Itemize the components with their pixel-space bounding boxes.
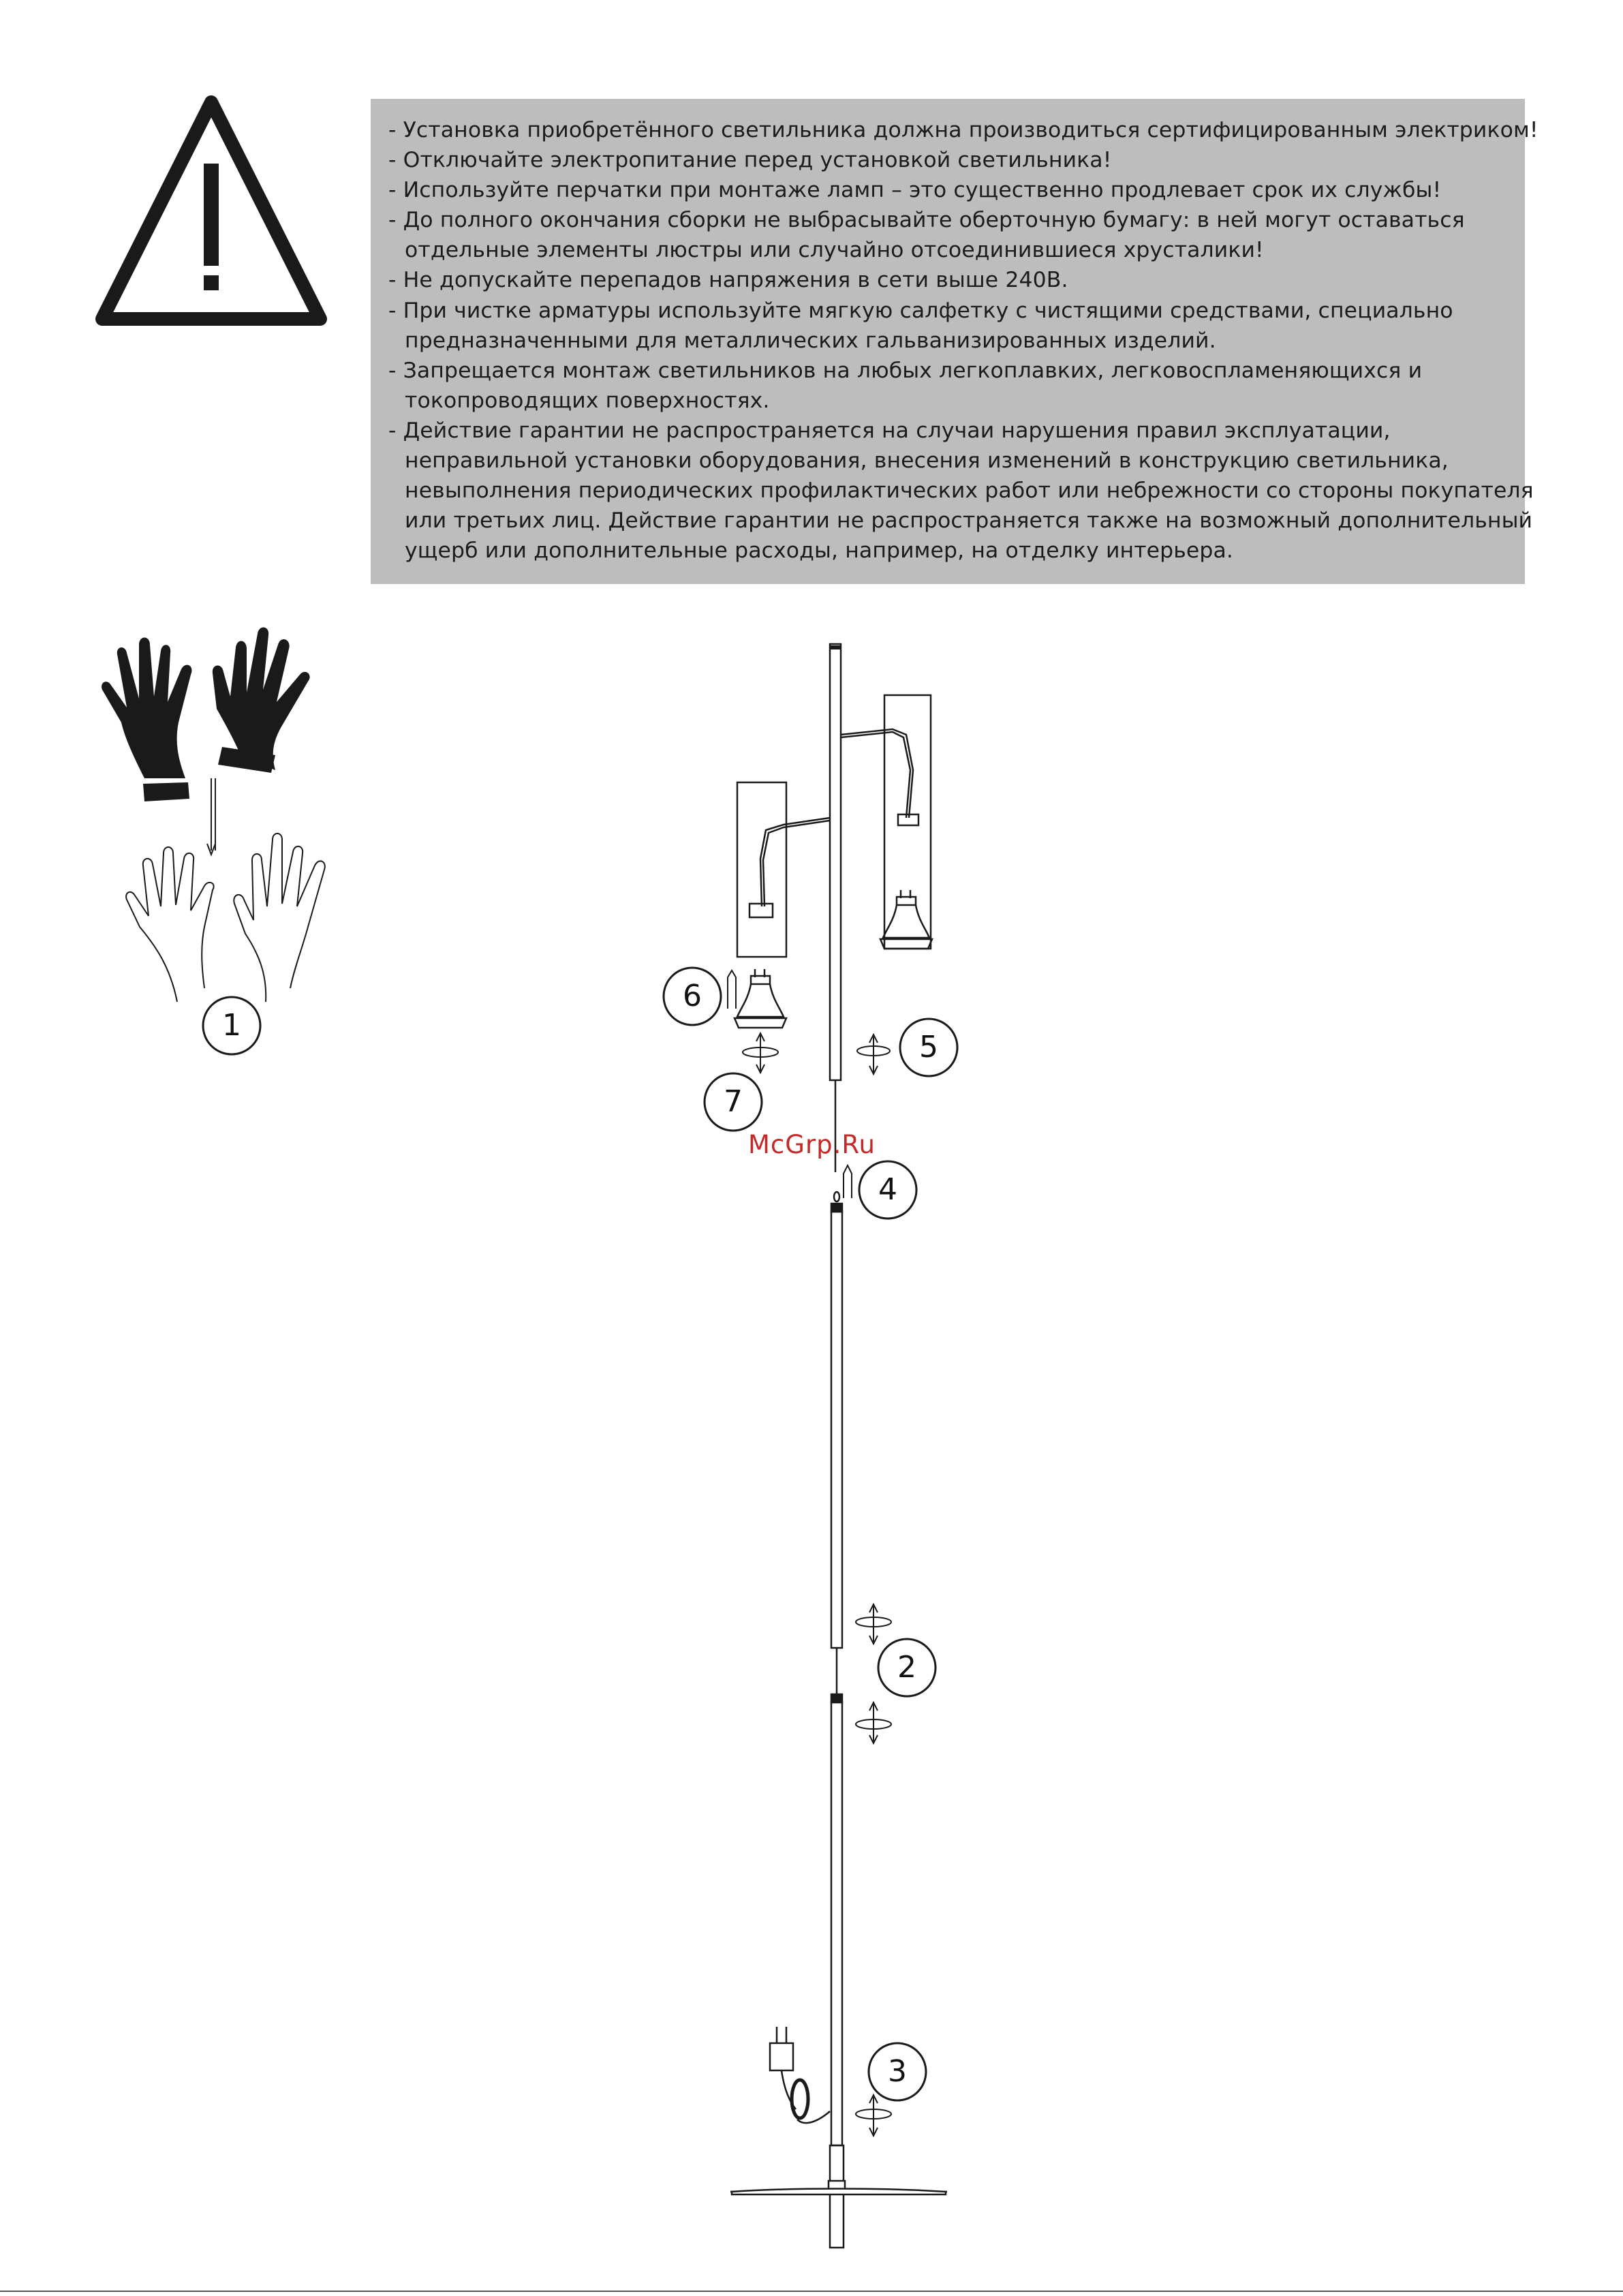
warning-line: - До полного окончания сборки не выбрасывайте оберточную бумагу: в ней могут оставаться	[388, 208, 1465, 233]
step-number-2: 2	[897, 1650, 916, 1685]
warnings-box	[371, 99, 1539, 584]
step-number-5: 5	[919, 1030, 938, 1065]
warning-line: невыполнения периодических профилактических работ или небрежности со стороны покупателя	[405, 478, 1534, 504]
step-number-1: 1	[222, 1008, 241, 1043]
warning-line: - При чистке арматуры используйте мягкую салфетку с чистящими средствами, специально	[388, 298, 1453, 323]
rotate-arrow-icon	[857, 1035, 890, 1074]
rotate-arrow-icon	[856, 1604, 891, 1644]
lamp-upper-section	[737, 644, 931, 1172]
step-number-6: 6	[683, 979, 702, 1013]
warning-line: токопроводящих поверхностях.	[405, 388, 770, 413]
warning-line: ущерб или дополнительные расходы, например, на отделку интерьера.	[405, 538, 1234, 564]
rotate-arrow-icon	[743, 1033, 778, 1073]
gu10-bulb-icon	[735, 969, 786, 1028]
rotate-arrow-icon	[856, 1702, 891, 1743]
bare-hands-icon	[126, 833, 325, 1002]
lamp-base	[730, 2181, 947, 2194]
gu10-bulb-icon	[880, 890, 932, 949]
watermark: McGrp.Ru	[748, 1130, 876, 1159]
step-number-7: 7	[724, 1084, 743, 1119]
warning-line: - Отключайте электропитание перед установкой светильника!	[388, 148, 1112, 173]
warning-line: или третьих лиц. Действие гарантии не распространяется также на возможный дополнительный	[405, 508, 1533, 534]
power-plug-icon	[770, 2027, 830, 2123]
step-number-3: 3	[888, 2054, 907, 2089]
warning-line: предназначенными для металлических гальванизированных изделий.	[405, 328, 1216, 353]
warning-triangle-icon	[102, 102, 320, 319]
warning-line: - Не допускайте перепадов напряжения в сети выше 240В.	[388, 268, 1068, 293]
lamp-lower-section	[730, 1702, 844, 2248]
arrow-down-icon	[207, 778, 215, 855]
arrow-up-icon	[728, 970, 736, 1009]
warning-line: - Установка приобретённого светильника должна производиться сертифицированным электриком!	[388, 118, 1539, 142]
warning-line: - Используйте перчатки при монтаже ламп – это существенно продлевает срок их службы!	[388, 178, 1442, 203]
warning-line: - Действие гарантии не распространяется на случаи нарушения правил эксплуатации,	[388, 418, 1391, 443]
arrow-up-icon	[844, 1165, 852, 1198]
warning-line: - Запрещается монтаж светильников на любых легкоплавких, легковоспламеняющихся и	[388, 358, 1423, 383]
lamp-middle-section	[831, 1192, 842, 1702]
gloves-icon	[102, 627, 310, 801]
warning-line: отдельные элементы люстры или случайно отсоединившиеся хрусталики!	[405, 238, 1264, 263]
rotate-arrow-icon	[856, 2095, 891, 2136]
warning-line: неправильной установки оборудования, внесения изменений в конструкцию светильника,	[405, 448, 1449, 474]
step-number-4: 4	[878, 1172, 897, 1207]
